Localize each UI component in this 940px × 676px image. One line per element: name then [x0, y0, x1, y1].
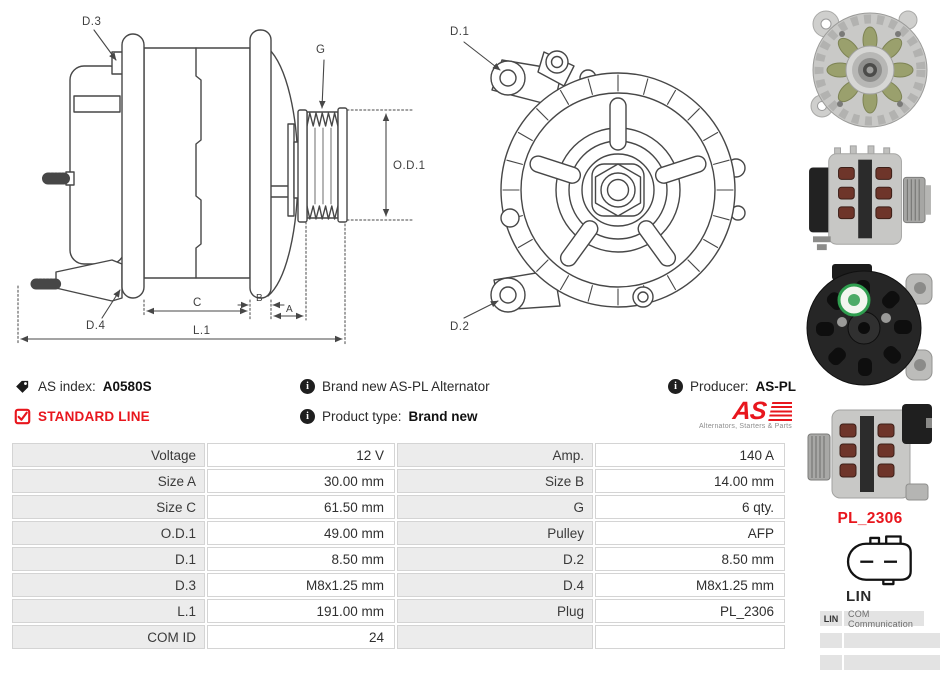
aspl-logo-stripes-icon [768, 402, 792, 422]
dim-label-d3: D.3 [82, 16, 102, 28]
as-index-row [14, 377, 152, 395]
spec-value-cell: 140 A [595, 443, 785, 467]
checked-checkbox-icon [14, 408, 31, 425]
dim-label-d1: D.1 [450, 26, 470, 38]
spec-value-cell: 14.00 mm [595, 469, 785, 493]
spec-value-cell: 191.00 mm [207, 599, 395, 623]
com-table-value-cell [844, 633, 940, 648]
aspl-logo [695, 398, 792, 430]
com-table-row [820, 633, 940, 648]
spec-value-cell: M8x1.25 mm [595, 573, 785, 597]
com-table-key-cell [820, 655, 842, 670]
tag-icon [14, 378, 31, 395]
plug-pin-label: LIN [846, 588, 872, 605]
spec-label-cell: Size B [397, 469, 593, 493]
spec-label-cell: G [397, 495, 593, 519]
spec-value-cell: 49.00 mm [207, 521, 395, 545]
com-table-row [820, 655, 940, 670]
info-icon: i [300, 409, 315, 424]
spec-label-cell: Plug [397, 599, 593, 623]
spec-label-cell: L.1 [12, 599, 205, 623]
spec-label-cell: D.1 [12, 547, 205, 571]
spec-label-cell: Voltage [12, 443, 205, 467]
product-photo-side-right[interactable] [802, 140, 938, 256]
spec-label-cell: D.3 [12, 573, 205, 597]
product-type-row [300, 407, 478, 425]
brand-new-text: Brand new AS-PL Alternator [322, 378, 490, 394]
spec-label-cell: Pulley [397, 521, 593, 545]
product-photo-rear[interactable] [802, 262, 938, 392]
dim-label-g: G [316, 44, 326, 56]
side-view-technical-drawing[interactable] [10, 0, 430, 360]
com-table-value-cell: COM Communication [844, 611, 924, 626]
dim-label-d4: D.4 [86, 320, 106, 332]
dim-label-od1: O.D.1 [393, 160, 426, 172]
spec-label-cell: Amp. [397, 443, 593, 467]
spec-value-cell: PL_2306 [595, 599, 785, 623]
spec-label-cell: COM ID [12, 625, 205, 649]
com-table-value-cell [844, 655, 940, 670]
product-type-label: Product type: [322, 408, 402, 424]
com-table-row [820, 608, 940, 629]
aspl-logo-tagline: Alternators, Starters & Parts [699, 423, 792, 430]
com-table-key-cell: LIN [820, 611, 842, 626]
spec-label-cell [397, 625, 593, 649]
spec-value-cell: 8.50 mm [207, 547, 395, 571]
spec-label-cell: O.D.1 [12, 521, 205, 545]
dim-label-b: B [256, 293, 264, 304]
plug-name: PL_2306 [837, 510, 903, 527]
product-photo-front[interactable] [802, 4, 938, 134]
dim-label-l1: L.1 [193, 325, 211, 337]
producer-label: Producer: [690, 378, 749, 394]
com-table-key-cell [820, 633, 842, 648]
as-index-value: A0580S [102, 378, 152, 394]
spec-label-cell: D.4 [397, 573, 593, 597]
spec-label-cell: Size C [12, 495, 205, 519]
spec-value-cell: M8x1.25 mm [207, 573, 395, 597]
dim-label-d2: D.2 [450, 321, 470, 333]
producer-value: AS-PL [755, 378, 797, 394]
dim-label-c: C [193, 297, 202, 309]
product-photo-side-left[interactable] [802, 398, 938, 508]
front-view-technical-drawing[interactable] [440, 8, 780, 353]
spec-table [12, 443, 785, 649]
brand-new-row [300, 377, 490, 395]
spec-value-cell: AFP [595, 521, 785, 545]
spec-value-cell: 30.00 mm [207, 469, 395, 493]
spec-value-cell: 6 qty. [595, 495, 785, 519]
standard-line-label: STANDARD LINE [38, 408, 150, 424]
dim-label-a: A [286, 304, 294, 315]
spec-value-cell: 8.50 mm [595, 547, 785, 571]
plug-connector-drawing[interactable] [843, 534, 915, 588]
spec-value-cell: 12 V [207, 443, 395, 467]
standard-line-row [14, 407, 150, 425]
spec-label-cell: Size A [12, 469, 205, 493]
com-communication-table [820, 608, 940, 670]
info-icon: i [300, 379, 315, 394]
info-icon: i [668, 379, 683, 394]
product-type-value: Brand new [408, 408, 478, 424]
spec-value-cell: 24 [207, 625, 395, 649]
spec-value-cell [595, 625, 785, 649]
spec-label-cell: D.2 [397, 547, 593, 571]
producer-row [668, 377, 796, 395]
spec-value-cell: 61.50 mm [207, 495, 395, 519]
as-index-label: AS index: [38, 378, 96, 394]
aspl-logo-text: AS [731, 397, 768, 425]
